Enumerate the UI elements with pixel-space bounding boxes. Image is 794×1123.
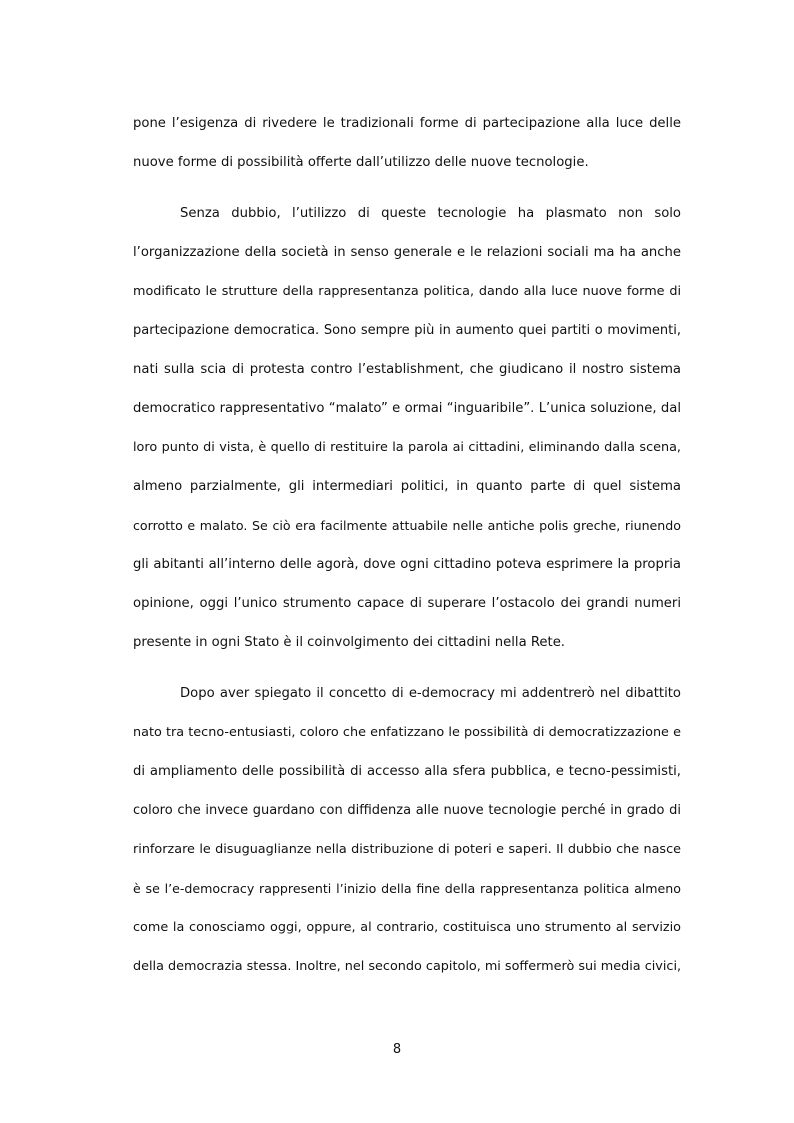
paragraph-line: nuove forme di possibilità offerte dall’utilizzo delle nuove tecnologie.: [133, 155, 589, 170]
paragraph-line: pone l’esigenza di rivedere le tradizionali forme di partecipazione alla luce delle: [133, 116, 681, 131]
paragraph-line: come la conosciamo oggi, oppure, al contrario, costituisca uno strumento al servizio: [133, 920, 681, 935]
paragraph-line: corrotto e malato. Se ciò era facilmente attuabile nelle antiche polis greche, riunendo: [133, 518, 681, 533]
paragraph-line: coloro che invece guardano con diffidenza alle nuove tecnologie perché in grado di: [133, 803, 681, 818]
paragraph-line: rinforzare le disuguaglianze nella distribuzione di poteri e saperi. Il dubbio che nasce: [133, 842, 681, 857]
paragraph-line: presente in ogni Stato è il coinvolgimento dei cittadini nella Rete.: [133, 635, 565, 650]
paragraph-line: partecipazione democratica. Sono sempre più in aumento quei partiti o movimenti,: [133, 323, 681, 338]
paragraph-line: loro punto di vista, è quello di restituire la parola ai cittadini, eliminando dalla scena,: [133, 440, 681, 455]
paragraph-line: della democrazia stessa. Inoltre, nel secondo capitolo, mi soffermerò sui media civici,: [133, 959, 682, 974]
paragraph-line: gli abitanti all’interno delle agorà, dove ogni cittadino poteva esprimere la propria: [133, 557, 681, 572]
paragraph-line: è se l’e-democracy rappresenti l’inizio della fine della rappresentanza politica almeno: [133, 881, 681, 896]
paragraph-line: l’organizzazione della società in senso generale e le relazioni sociali ma ha anche: [133, 245, 681, 260]
paragraph-line: nato tra tecno-entusiasti, coloro che enfatizzano le possibilità di democratizzazione e: [133, 725, 681, 740]
paragraph-line: almeno parzialmente, gli intermediari politici, in quanto parte di quel sistema: [133, 479, 681, 494]
page-number: 8: [392, 1042, 402, 1057]
paragraph-line: modificato le strutture della rappresentanza politica, dando alla luce nuove forme di: [133, 284, 681, 299]
paragraph-line: di ampliamento delle possibilità di accesso alla sfera pubblica, e tecno-pessimisti,: [133, 764, 681, 779]
paragraph-line: opinione, oggi l’unico strumento capace di superare l’ostacolo dei grandi numeri: [133, 596, 681, 611]
paragraph-1: [133, 114, 681, 192]
paragraph-line: Senza dubbio, l’utilizzo di queste tecnologie ha plasmato non solo: [180, 206, 681, 221]
paragraph-3: [133, 684, 681, 996]
paragraph-line: Dopo aver spiegato il concetto di e-democracy mi addentrerò nel dibattito: [180, 686, 681, 701]
paragraph-line: democratico rappresentativo “malato” e ormai “inguaribile”. L’unica soluzione, dal: [133, 401, 681, 416]
paragraph-2: [133, 204, 681, 672]
paragraph-line: nati sulla scia di protesta contro l’establishment, che giudicano il nostro sistema: [133, 362, 681, 377]
